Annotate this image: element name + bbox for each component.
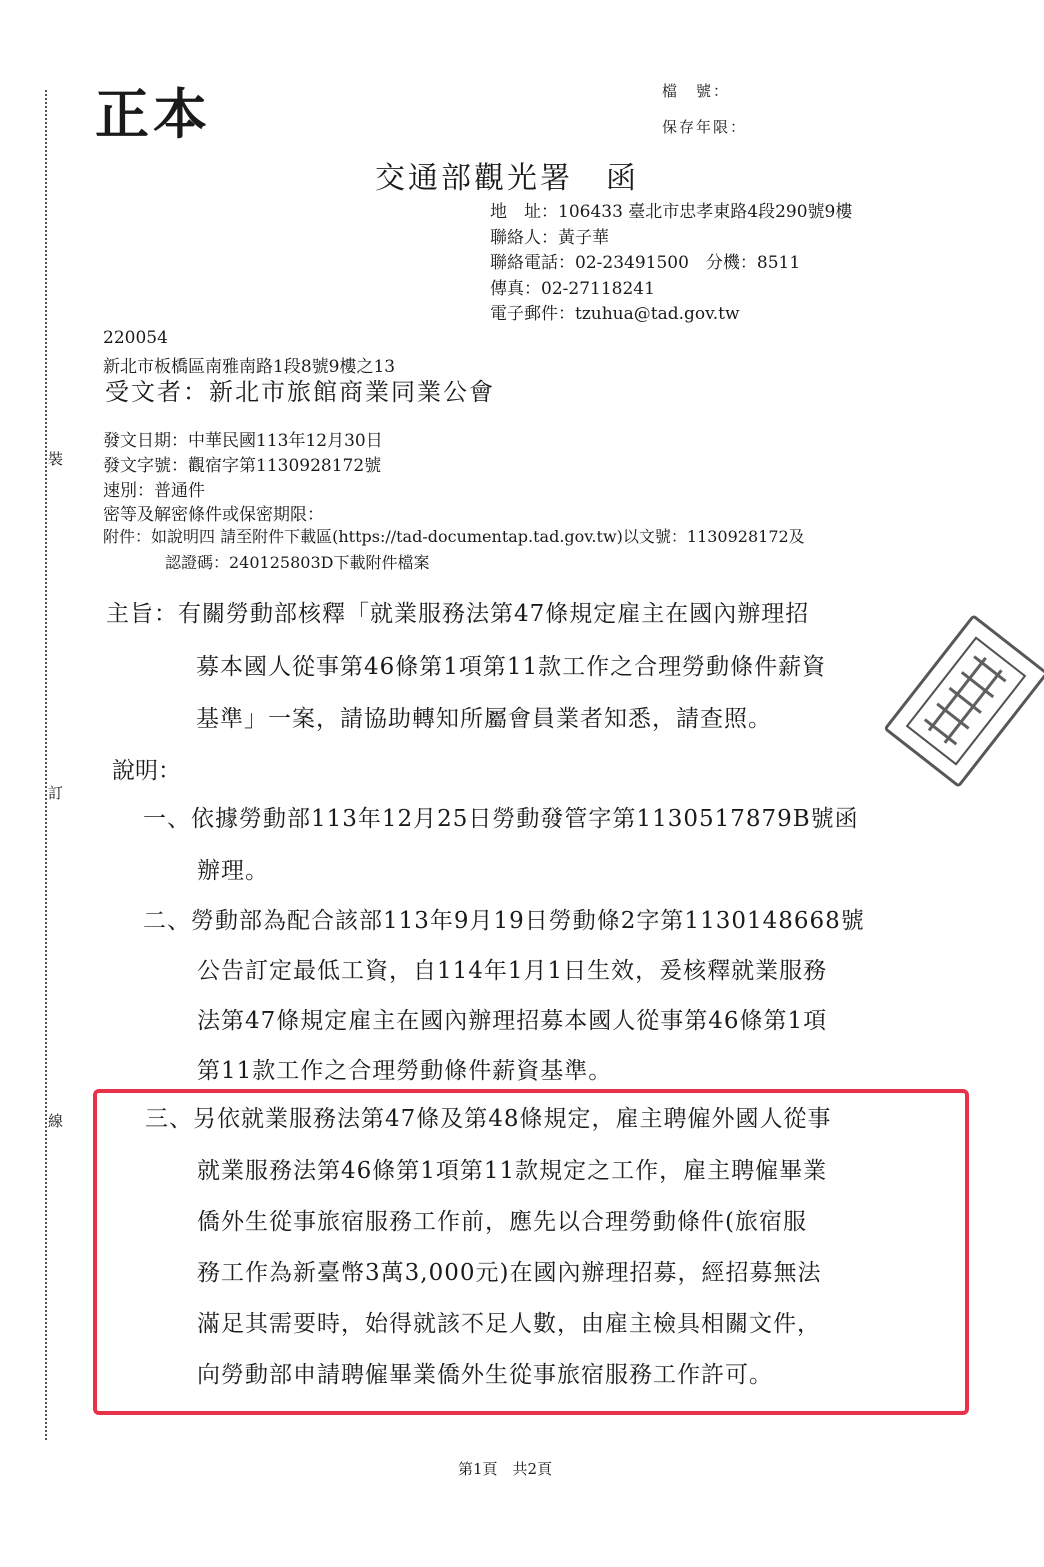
binding-mark-zhuang: 裝 (48, 446, 63, 471)
subject-line: 募本國人從事第46條第1項第11款工作之合理勞動條件薪資 (196, 654, 827, 680)
explanation-item-2-line: 公告訂定最低工資，自114年1月1日生效，爰核釋就業服務 (197, 958, 828, 984)
subject-line: 基準」一案，請協助轉知所屬會員業者知悉，請查照。 (196, 706, 772, 732)
explanation-item-2-line: 第11款工作之合理勞動條件薪資基準。 (197, 1058, 613, 1084)
recipient-name: 受文者：新北市旅館商業同業公會 (105, 378, 495, 406)
agency-title: 交通部觀光署 函 (375, 161, 639, 196)
explanation-item-1-line: 辦理。 (197, 858, 269, 884)
explanation-item-3-line: 滿足其需要時，始得就該不足人數，由雇主檢具相關文件， (197, 1311, 821, 1337)
attachment-info: 附件：如說明四 請至附件下載區(https://tad-documentap.tad.gov.tw)以文號：1130928172及 (103, 527, 805, 546)
contact-email: 電子郵件：tzuhua@tad.gov.tw (490, 304, 740, 324)
seal-icon (901, 632, 1030, 770)
original-copy-mark: 正本 (95, 82, 211, 146)
explanation-item-3-line: 向勞動部申請聘僱畢業僑外生從事旅宿服務工作許可。 (197, 1362, 773, 1388)
explanation-item-3-line: 三、另依就業服務法第47條及第48條規定，雇主聘僱外國人從事 (145, 1106, 832, 1132)
explanation-item-3-line: 僑外生從事旅宿服務工作前，應先以合理勞動條件(旅宿服 (197, 1209, 807, 1235)
sender-address: 地 址：106433 臺北市忠孝東路4段290號9樓 (490, 202, 853, 222)
explanation-item-3-line: 就業服務法第46條第1項第11款規定之工作，雇主聘僱畢業 (197, 1158, 828, 1184)
explanation-item-1-line: 一、依據勞動部113年12月25日勞動發管字第1130517879B號函 (143, 806, 859, 832)
contact-phone: 聯絡電話：02-23491500 分機：8511 (490, 253, 801, 273)
explanation-heading: 說明： (112, 758, 181, 784)
subject-line: 主旨：有關勞動部核釋「就業服務法第47條規定雇主在國內辦理招 (106, 601, 810, 627)
attachment-code: 認證碼：240125803D下載附件檔案 (165, 553, 430, 572)
retention-period-label: 保存年限： (662, 118, 748, 136)
official-seal-stamp (883, 614, 1044, 788)
page-number: 第1頁 共2頁 (458, 1460, 553, 1478)
file-number-label: 檔 號： (662, 82, 731, 100)
recipient-address: 新北市板橋區南雅南路1段8號9樓之13 (103, 357, 396, 377)
binding-mark-ding: 訂 (48, 780, 63, 805)
document-number: 發文字號：觀宿字第1130928172號 (103, 456, 382, 476)
explanation-item-3-line: 務工作為新臺幣3萬3,000元)在國內辦理招募，經招募無法 (197, 1260, 822, 1286)
binding-dotted-line (45, 90, 47, 1440)
explanation-item-2-line: 二、勞動部為配合該部113年9月19日勞動條2字第1130148668號 (143, 908, 865, 934)
binding-mark-xian: 線 (48, 1108, 63, 1133)
secrecy-level: 密等及解密條件或保密期限： (103, 505, 324, 525)
contact-fax: 傳真：02-27118241 (490, 279, 655, 299)
delivery-speed: 速別：普通件 (103, 481, 205, 501)
explanation-item-2-line: 法第47條規定雇主在國內辦理招募本國人從事第46條第1項 (197, 1008, 828, 1034)
recipient-postal-code: 220054 (103, 328, 168, 348)
contact-person: 聯絡人：黃子華 (490, 228, 609, 248)
issue-date: 發文日期：中華民國113年12月30日 (103, 431, 383, 451)
